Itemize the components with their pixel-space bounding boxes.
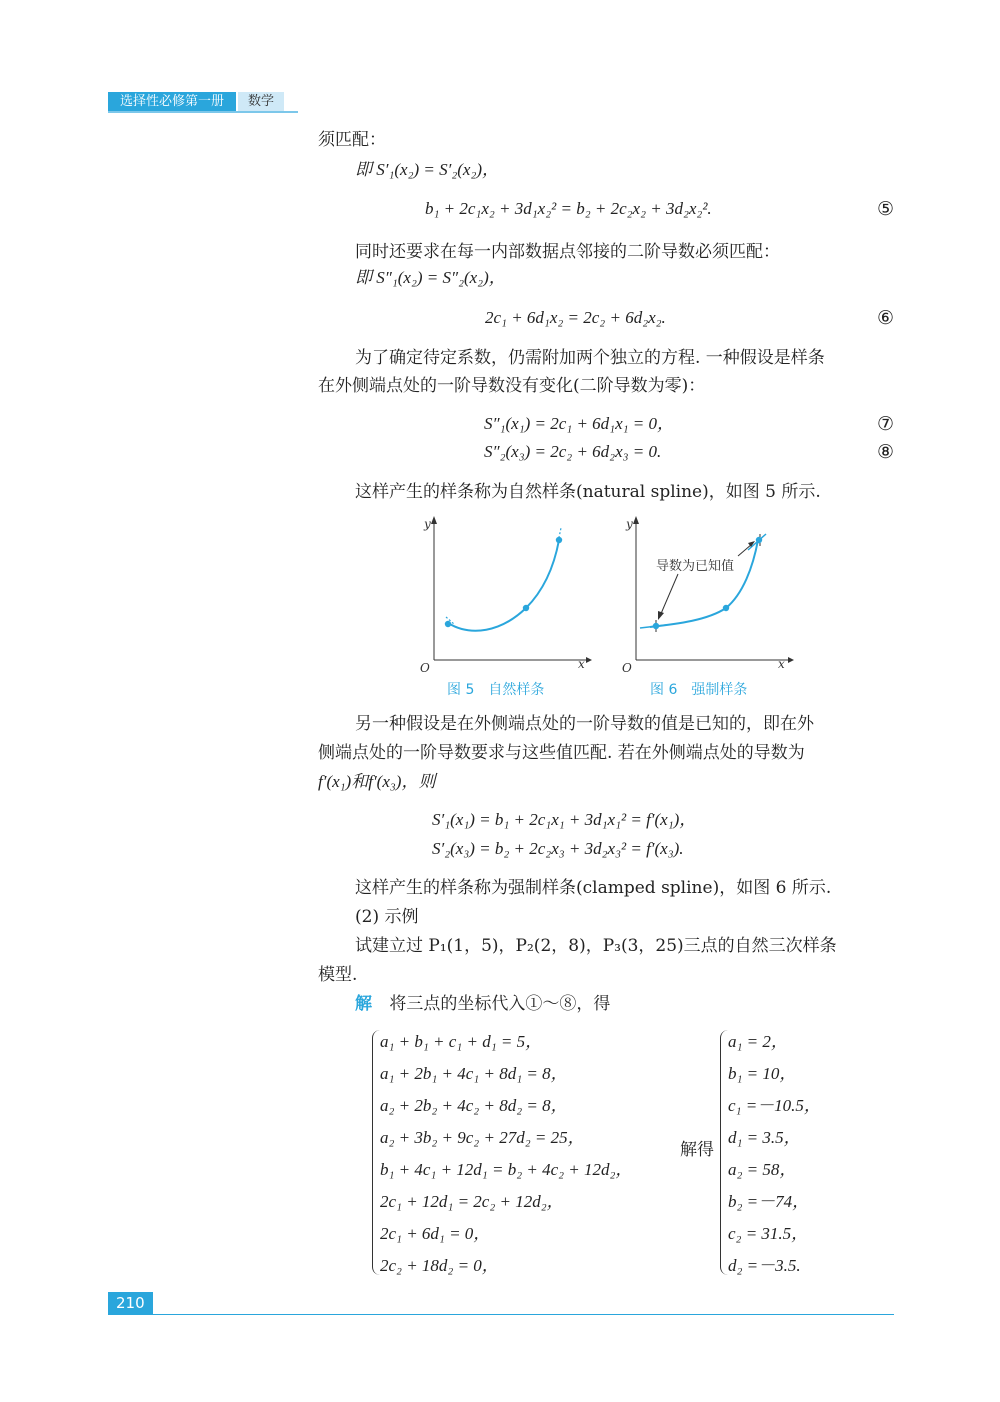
equation-9: S′₁(x₁) = b₁ + 2c₁x₁ + 3d₁x₁² = f′(x₁)，: [432, 810, 697, 829]
annotation-label: 导数为已知值: [656, 559, 735, 574]
system-row: a₂ + 2b₂ + 4c₂ + 8d₂ = 8，: [380, 1096, 568, 1115]
solution-row: b₁ = 10，: [728, 1064, 797, 1083]
text-line: 须匹配：: [318, 130, 386, 150]
equation-10: S′₂(x₃) = b₂ + 2c₂x₃ + 3d₂x₃² = f′(x₃).: [432, 839, 684, 858]
equation-7: S″₁(x₁) = 2c₁ + 6d₁x₁ = 0，: [484, 414, 675, 433]
origin-label: O: [622, 661, 632, 672]
data-point: [723, 605, 729, 611]
equation-6: 2c₁ + 6d₁x₂ = 2c₂ + 6d₂x₂.: [485, 308, 666, 327]
system-row: a₂ + 3b₂ + 9c₂ + 27d₂ = 25，: [380, 1128, 585, 1147]
text-line: 即 S″₁(x₂) = S″₂(x₂)，: [355, 268, 506, 287]
eq-number-6: ⑥: [876, 307, 894, 329]
page-footer: [108, 1292, 153, 1314]
text-line: 试建立过 P₁(1，5)，P₂(2，8)，P₃(3，25)三点的自然三次样条: [355, 936, 837, 956]
solution-row: b₂ =－74，: [728, 1192, 810, 1211]
text-line: [355, 992, 610, 1016]
solve-label: 解得: [680, 1140, 714, 1160]
data-point: [653, 623, 659, 629]
text-line: f′(x₁)和f′(x₃)，则: [318, 772, 436, 791]
figure-5-natural-spline: [416, 512, 592, 672]
equation-5: b₁ + 2c₁x₂ + 3d₁x₂² = b₂ + 2c₂x₂ + 3d₂x₂².: [425, 199, 712, 218]
x-axis-label: x: [778, 657, 785, 671]
book-title: 选择性必修第一册: [108, 92, 236, 112]
subject-label: 数学: [238, 92, 284, 112]
page-number: 210: [108, 1292, 153, 1314]
solution-row: c₂ = 31.5，: [728, 1224, 809, 1243]
equation-8: S″₂(x₃) = 2c₂ + 6d₂x₃ = 0.: [484, 442, 662, 461]
spline-curve: [448, 540, 559, 631]
solution-row: a₂ = 58，: [728, 1160, 797, 1179]
text-line: 同时还要求在每一内部数据点邻接的二阶导数必须匹配：: [355, 242, 780, 262]
text-line: 即 S′₁(x₂) = S′₂(x₂)，: [355, 160, 500, 179]
solution-system: [728, 1026, 821, 1282]
text-line: 这样产生的样条称为自然样条(natural spline)，如图 5 所示.: [355, 482, 821, 502]
system-row: 2c₁ + 6d₁ = 0，: [380, 1224, 491, 1243]
running-header: [108, 92, 284, 112]
text-line: (2) 示例: [355, 907, 419, 927]
solution-intro: 将三点的坐标代入①～⑧，得: [389, 994, 611, 1014]
text-line: 为了确定待定系数，仍需附加两个独立的方程. 一种假设是样条: [355, 348, 825, 368]
eq-number-7: ⑦: [876, 413, 894, 435]
solution-row: d₁ = 3.5，: [728, 1128, 801, 1147]
eq-number-8: ⑧: [876, 441, 894, 463]
eq-number-5: ⑤: [876, 198, 894, 220]
data-point: [523, 605, 529, 611]
system-row: 2c₂ + 18d₂ = 0，: [380, 1256, 499, 1275]
figure-6-caption: 图 6 强制样条: [650, 682, 748, 698]
solution-row: a₁ = 2，: [728, 1032, 788, 1051]
system-row: b₁ + 4c₁ + 12d₁ = b₂ + 4c₂ + 12d₂，: [380, 1160, 633, 1179]
system-row: 2c₁ + 12d₁ = 2c₂ + 12d₂，: [380, 1192, 564, 1211]
data-point: [556, 537, 562, 543]
text-line: 模型.: [318, 965, 358, 985]
header-rule: [108, 111, 298, 113]
x-axis-label: x: [578, 657, 585, 671]
equation-system: [380, 1026, 632, 1282]
text-line: 在外侧端点处的一阶导数没有变化(二阶导数为零)：: [318, 376, 706, 396]
data-point: [756, 537, 762, 543]
solution-row: c₁ =－10.5，: [728, 1096, 821, 1115]
text-line: 另一种假设是在外侧端点处的一阶导数的值是已知的，即在外: [355, 714, 814, 734]
solution-label: 解: [355, 994, 372, 1014]
system-row: a₁ + b₁ + c₁ + d₁ = 5，: [380, 1032, 543, 1051]
footer-rule: [108, 1314, 894, 1315]
y-axis-label: y: [626, 517, 633, 531]
system-row: a₁ + 2b₁ + 4c₁ + 8d₁ = 8，: [380, 1064, 568, 1083]
text-line: 侧端点处的一阶导数要求与这些值匹配. 若在外侧端点处的导数为: [318, 743, 805, 763]
data-point: [445, 621, 451, 627]
figure-5-caption: 图 5 自然样条: [447, 682, 545, 698]
text-line: 这样产生的样条称为强制样条(clamped spline)，如图 6 所示.: [355, 878, 832, 898]
solution-row: d₂ =－3.5.: [728, 1256, 801, 1275]
y-axis-label: y: [424, 517, 431, 531]
figure-6-clamped-spline: [618, 512, 798, 672]
origin-label: O: [420, 661, 430, 672]
